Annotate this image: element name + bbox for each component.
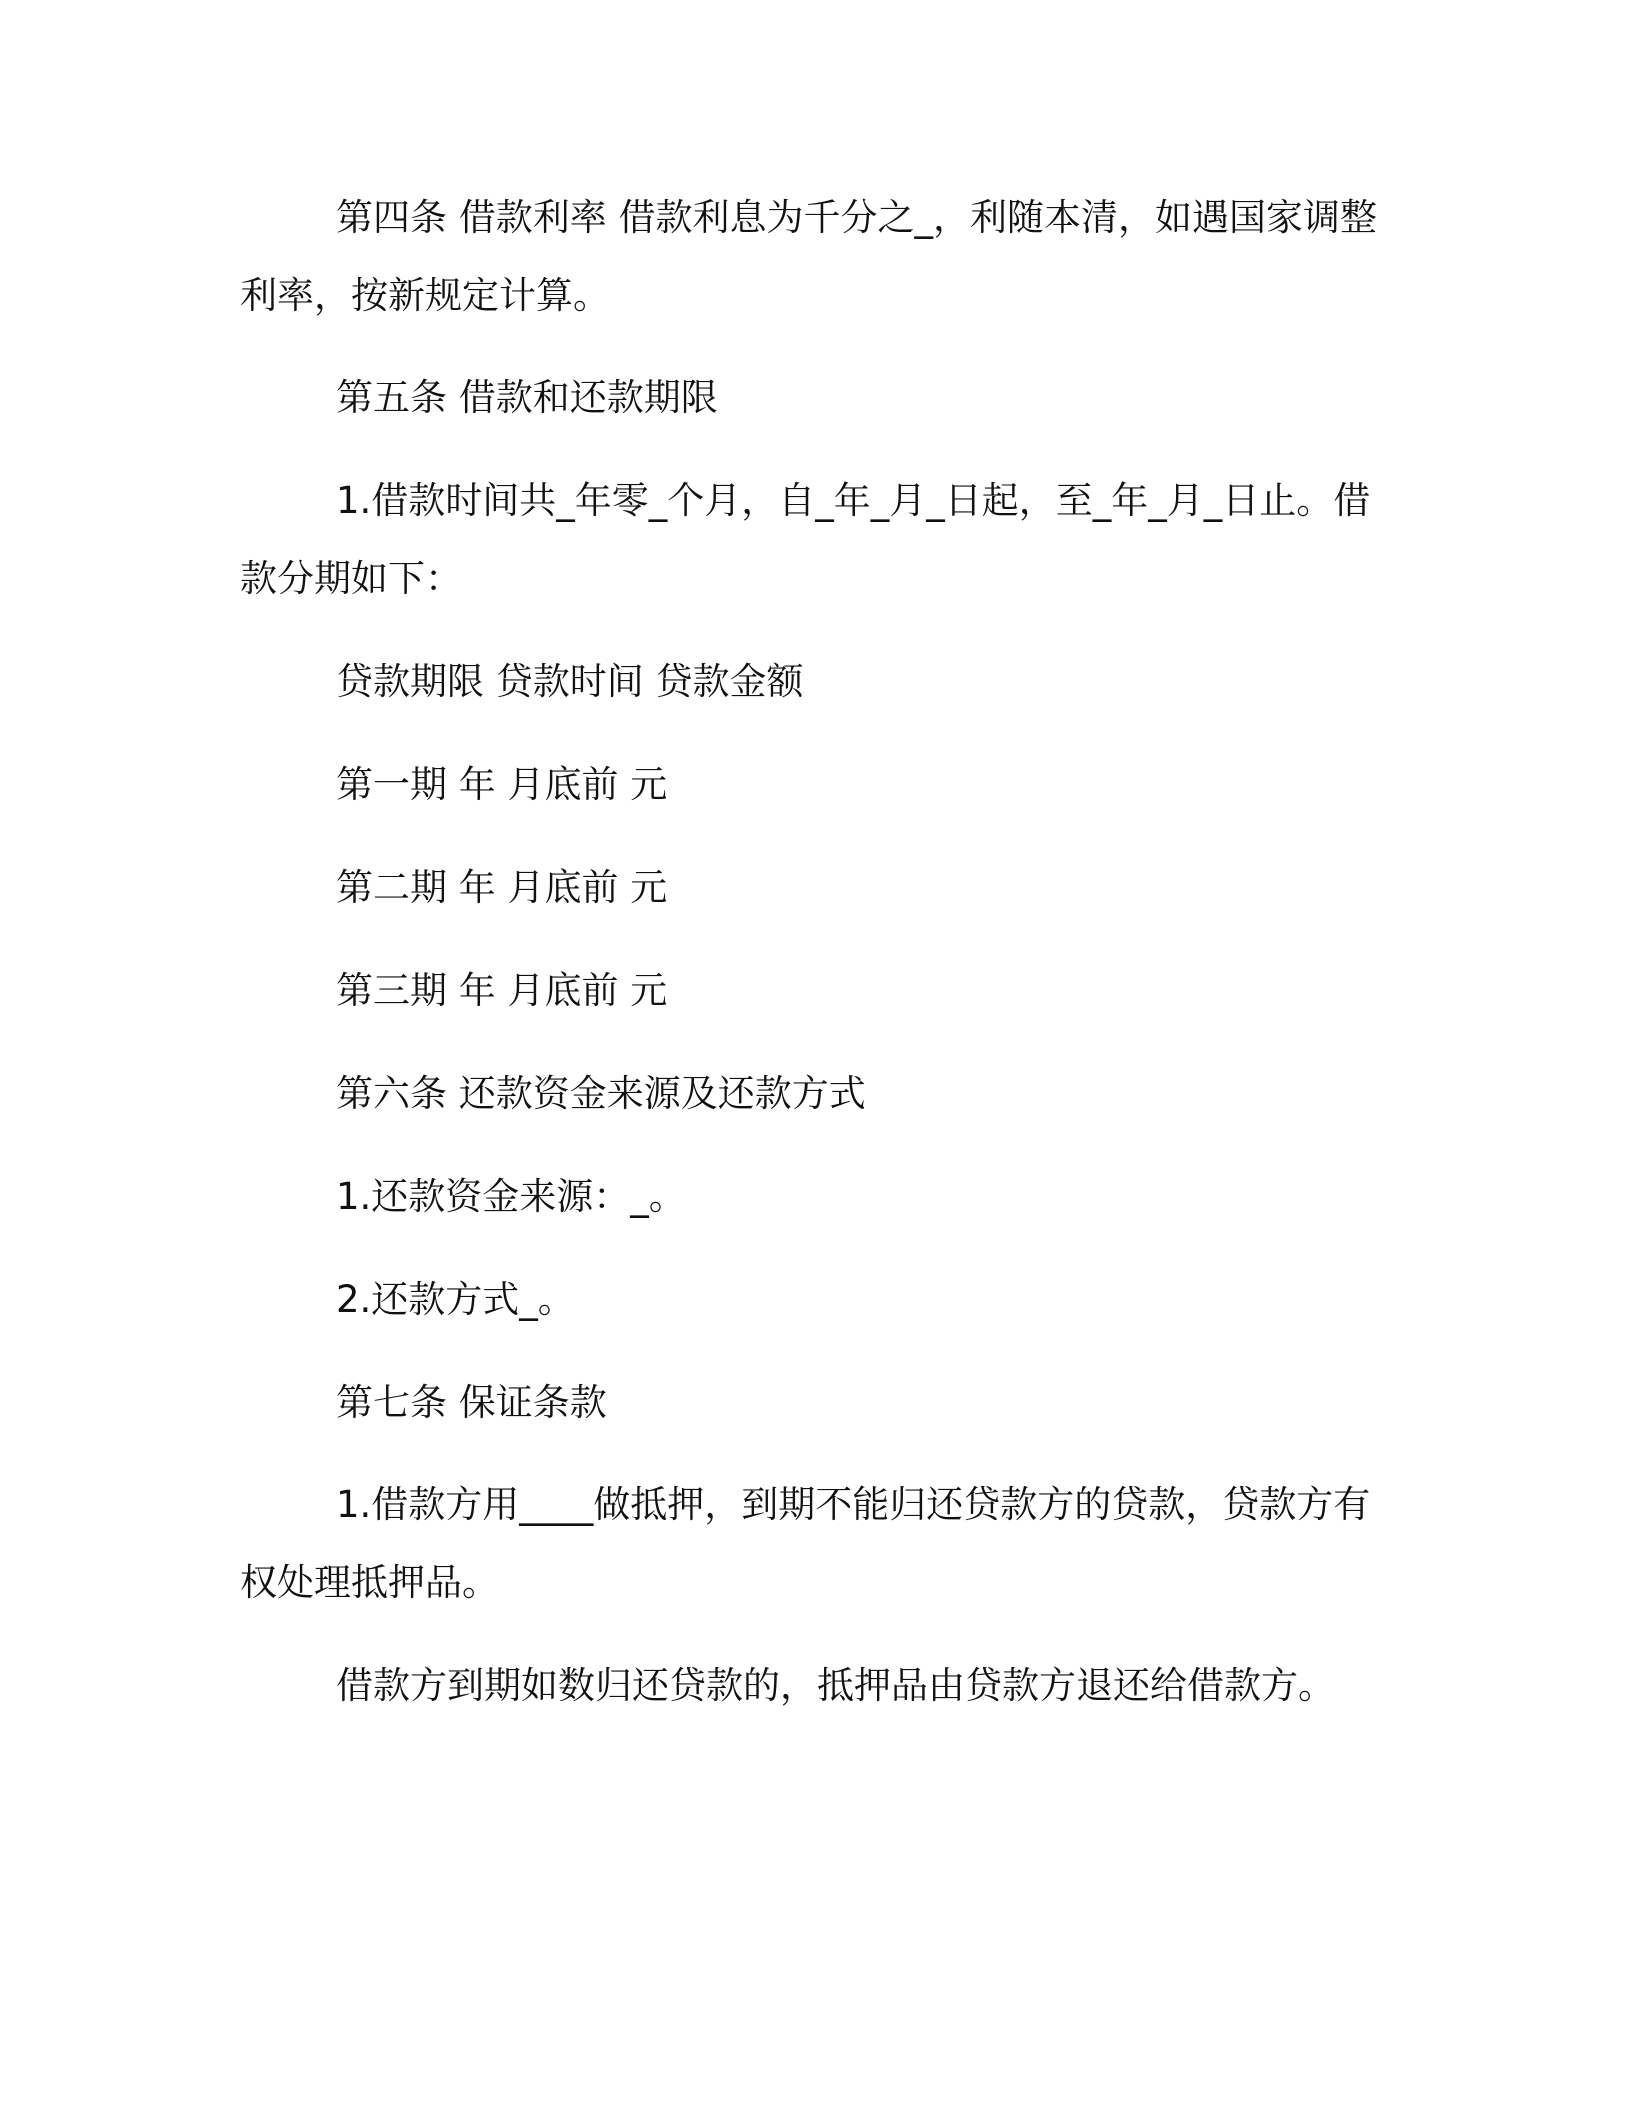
article-6-heading: 第六条 还款资金来源及还款方式 bbox=[336, 1072, 866, 1115]
installment-row-3: 第三期 年 月底前 元 bbox=[336, 969, 668, 1012]
article-4-interest-rate: 第四条 借款利率 借款利息为千分之_，利随本清，如遇国家调整利率，按新规定计算。 bbox=[240, 196, 1378, 317]
article-6-item-1: 1.还款资金来源：_。 bbox=[336, 1175, 686, 1218]
article-5-heading: 第五条 借款和还款期限 bbox=[336, 376, 718, 419]
article-7-item-1: 1.借款方用____做抵押，到期不能归还贷款方的贷款，贷款方有权处理抵押品。 bbox=[240, 1483, 1371, 1604]
installment-table-header: 贷款期限 贷款时间 贷款金额 bbox=[336, 660, 804, 703]
installment-row-2: 第二期 年 月底前 元 bbox=[336, 866, 668, 909]
article-7-heading: 第七条 保证条款 bbox=[336, 1381, 607, 1424]
installment-row-1: 第一期 年 月底前 元 bbox=[336, 763, 668, 806]
article-7-item-2: 借款方到期如数归还贷款的，抵押品由贷款方退还给借款方。 bbox=[336, 1664, 1335, 1707]
article-6-item-2: 2.还款方式_。 bbox=[336, 1278, 575, 1321]
article-5-item-1: 1.借款时间共_年零_个月，自_年_月_日起，至_年_月_日止。借款分期如下： bbox=[240, 479, 1371, 600]
